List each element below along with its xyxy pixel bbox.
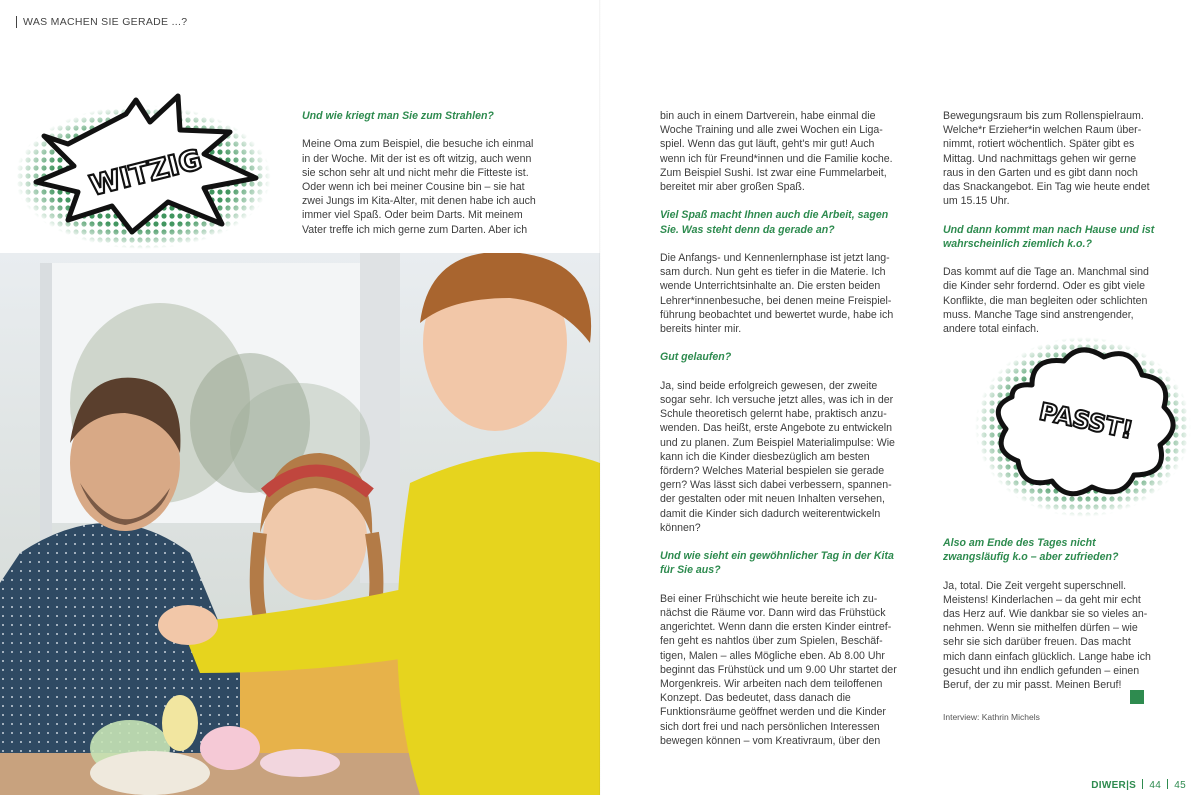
text-column-1 [302, 109, 542, 251]
answer-paragraph: bin auch in einem Dartverein, habe einmal die Woche Training und alle zwei Wochen ein Liga-spiel. Wenn das gut läuft, geht's mir gut! Auch wenn ich für Freund*innen und die Familie koche. Zum Beispiel Sushi. Ist zwar eine Fummelarbeit, bereitet mir aber großen Spaß. [660, 110, 893, 194]
answer-paragraph: Ja, total. Die Zeit vergeht superschnell. Meistens! Kinderlachen – da geht mir echt das Herz auf. Wie dankbar sie so vieles an-nehmen. Wenn sie mithelfen dürfen – wie sehr sie sich darüber freuen. Das macht mich dann einfach glücklich. Lange habe ich gesucht und ihn endlich gefunden – einen Beruf, der zu mir passt. Meinen Beruf! [943, 579, 1151, 692]
end-mark-square [1130, 690, 1144, 704]
answer-paragraph: Die Anfangs- und Kennenlernphase ist jetzt lang-sam durch. Nun geht es tiefer in die Materie. Ich wende Unterrichtsinhalte an. Die ersten beiden Lehrer*innenbesuche, bei denen meine Freispiel-führung beobachtet und bewertet wurde, habe ich bereits hinter mir. [660, 252, 894, 336]
question-heading: Und wie sieht ein gewöhnlicher Tag in der Kita für Sie aus? [660, 550, 894, 577]
question-heading: Also am Ende des Tages nicht zwangsläufig k.o – aber zufrieden? [943, 537, 1119, 564]
footer-divider [1167, 779, 1168, 789]
kita-photo [0, 253, 600, 795]
question-heading: Und dann kommt man nach Hause und ist wahrscheinlich ziemlich k.o.? [943, 223, 1155, 250]
answer-paragraph: Meine Oma zum Beispiel, die besuche ich einmal in der Woche. Mit der ist es oft witzig, auch wenn sie schon sehr alt und nicht mehr die Fitteste ist. Oder wenn ich bei meiner Cousine bin – sie hat zwei Jungs im Kita-Alter, mit denen habe ich auch immer viel Spaß. Oder beim Darts. Mit meinem Vater treffe ich mich gerne zum Darten. Aber ich [302, 138, 536, 236]
answer-paragraph: Ja, sind beide erfolgreich gewesen, der zweite sogar sehr. Ich versuche jetzt alles, was ich in der Schule theoretisch gelernt habe, praktisch anzu-wenden. Das heißt, erste Angebote zu entwickeln und zu planen. Zum Beispiel Materialimpulse: Wie kann ich die Kinder diesbezüglich am besten fördern? Welches Material bespielen sie gerade gern? Was lässt sich dabei verbessern, spannen-der gestalten oder mit neuen Inhalten versehen, damit die Kinder sich dadurch weiterentwickeln können? [660, 379, 895, 534]
text-column-3 [943, 109, 1155, 350]
passt-cloud [972, 335, 1194, 520]
answer-paragraph: Das kommt auf die Tage an. Manchmal sind die Kinder sehr fordernd. Oder es gibt viele Konflikte, die man begleiten oder schlichten muss. Manche Tage sind anstrengender, andere total einfach. [943, 266, 1149, 336]
magazine-brand: DIWER|S [1091, 780, 1137, 791]
section-header: WAS MACHEN SIE GERADE ...? [16, 16, 187, 28]
passt-text: PASST! [1036, 397, 1136, 445]
right-page [600, 0, 1200, 795]
page-footer [1091, 779, 1186, 791]
text-column-2 [660, 109, 900, 762]
page-number-right: 45 [1174, 780, 1186, 791]
question-heading: Gut gelaufen? [660, 351, 732, 364]
witzig-text: WITZIG [86, 142, 205, 203]
answer-paragraph: Bei einer Frühschicht wie heute bereite ich zu-nächst die Räume vor. Dann wird das Frühstück angerichtet. Wenn dann die ersten Kinder eintref-fen geht es nahtlos über zum Spielen, Beschäf-tigen, Malen – alles Mögliche eben. Ab 8.00 Uhr beginnt das Frühstück und um 9.00 Uhr startet der Morgenkreis. Wir arbeiten nach dem teiloffenen Konzept. Das bedeutet, dass danach die Funktionsräume geöffnet werden und die Kinder sich dort frei und nach persönlichen Interessen bewegen können – vom Kreativraum, über den [660, 592, 897, 747]
question-heading: Und wie kriegt man Sie zum Strahlen? [302, 110, 494, 122]
footer-divider [1142, 779, 1143, 789]
page-number-left: 44 [1149, 780, 1162, 791]
witzig-burst [8, 92, 278, 257]
text-column-3-end [943, 536, 1155, 724]
answer-paragraph: Bewegungsraum bis zum Rollenspielraum. Welche*r Erzieher*in welchen Raum über-nimmt, rotiert wöchentlich. Später gibt es Mittag. Und nachmittags gehen wir gerne raus in den Garten und es gibt dann noch das Snackangebot. Ein Tag wie heute endet um 15.15 Uhr. [943, 110, 1150, 208]
interview-credit: Interview: Kathrin Michels [943, 712, 1040, 723]
question-heading: Viel Spaß macht Ihnen auch die Arbeit, sagen Sie. Was steht denn da gerade an? [660, 209, 889, 236]
